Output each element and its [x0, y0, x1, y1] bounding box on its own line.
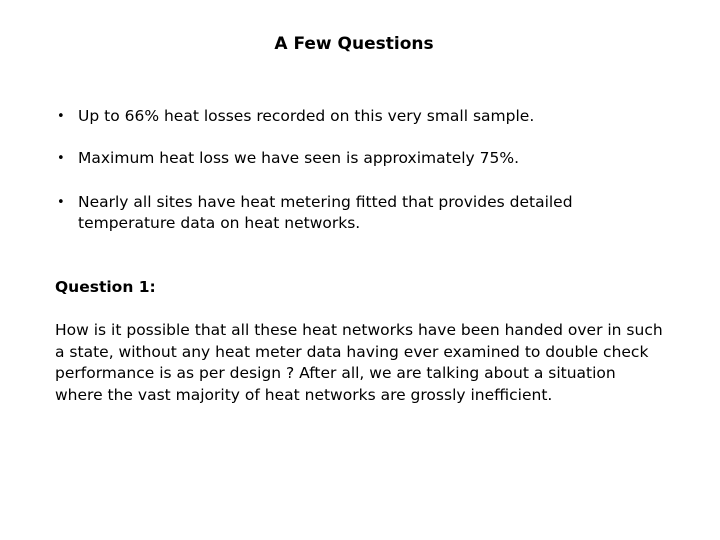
- bullet-dot: •: [57, 151, 65, 166]
- bullet-dot: •: [57, 109, 65, 124]
- slide-title: A Few Questions: [274, 34, 434, 54]
- bullet-text: Maximum heat loss we have seen is approximately 75%.: [78, 149, 520, 167]
- bullet-text: Nearly all sites have heat metering fitted that provides detailed temperature data on heat networks.: [78, 193, 573, 232]
- bullet-item: [57, 192, 657, 234]
- question-body: How is it possible that all these heat networks have been handed over in such a state, without any heat meter data having ever examined to double check performance is as per design ? After all, we are talking about a situation where the vast majority of heat networks are grossly inefficient.: [55, 321, 663, 404]
- question-heading: Question 1:: [55, 278, 156, 296]
- bullet-dot: •: [57, 195, 65, 210]
- bullet-item: [57, 106, 657, 127]
- bullet-item: [57, 148, 657, 169]
- bullet-text: Up to 66% heat losses recorded on this very small sample.: [78, 107, 535, 125]
